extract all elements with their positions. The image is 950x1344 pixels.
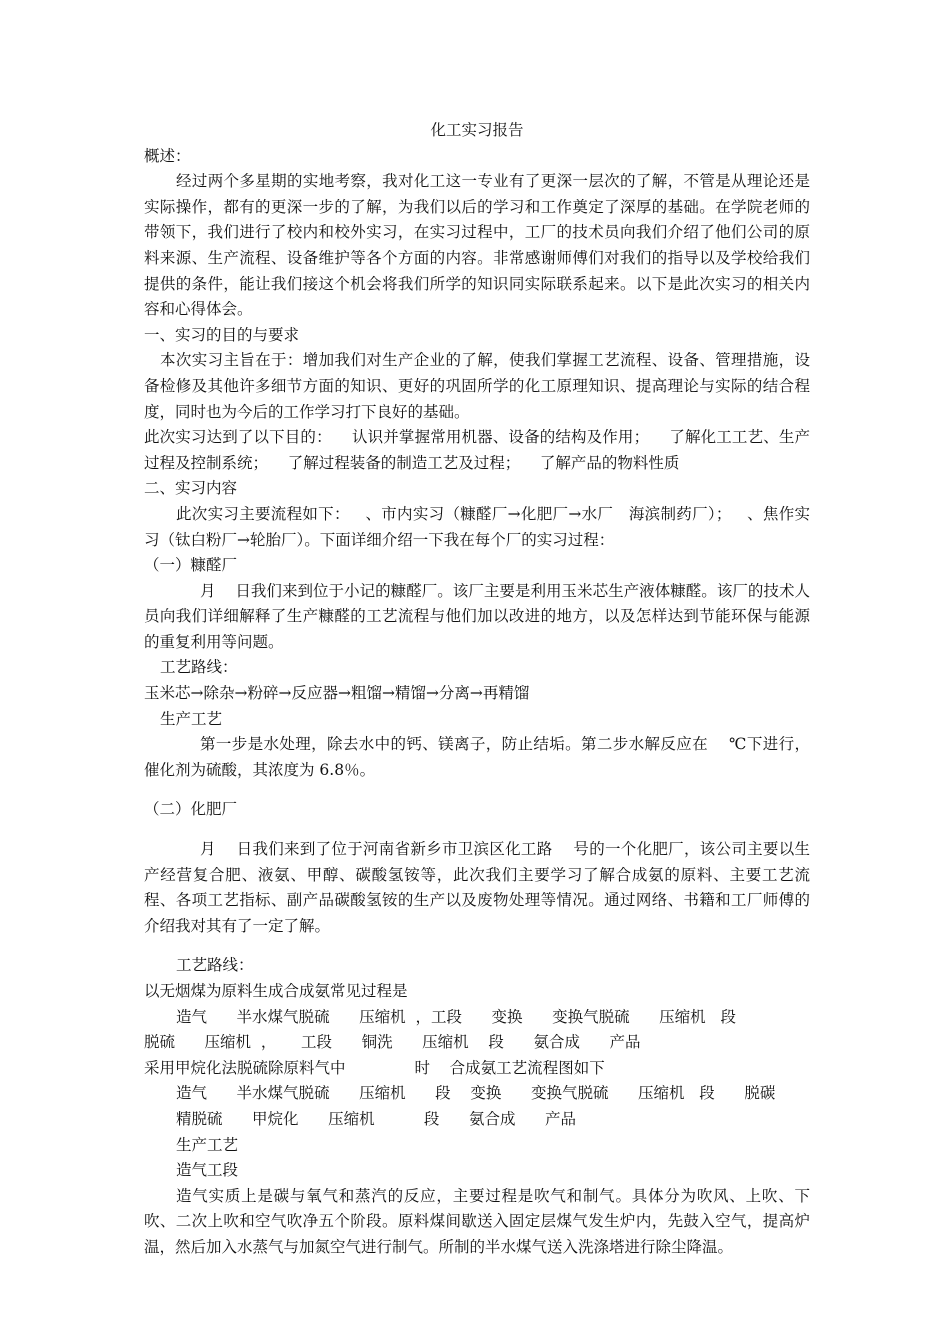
factory-2-route-2a: 造气 半水煤气脱硫 压缩机 段 变换 变换气脱硫 压缩机 段 脱碳 (176, 1084, 776, 1103)
factory-2-process-label: 生产工艺 (176, 1135, 239, 1154)
document-title: 化工实习报告 (430, 121, 524, 139)
factory-1-process-label: 生产工艺 (160, 709, 223, 728)
factory-1-process-paragraph: 第一步是水处理，除去水中的钙、镁离子，防止结垢。第二步水解反应在 ℃下进行，催化剂为硫酸，其浓度为 6.8％。 (144, 735, 810, 779)
section-2-paragraph: 此次实习主要流程如下： 、市内实习（糠醛厂→化肥厂→水厂 海滨制药厂）； 、焦作实习（钛白粉厂→轮胎厂）。下面详细介绍一下我在每个厂的实习过程： (144, 504, 810, 549)
section-1-paragraph: 本次实习主旨在于：增加我们对生产企业的了解，使我们掌握工艺流程、设备、管理措施，设备检修及其他许多细节方面的知识、更好的巩固所学的化工原理知识、提高理论与实际的结合程度，同时也为今后的工作学习打下良好的基础。 (144, 351, 810, 421)
factory-1-route-label: 工艺路线： (160, 658, 238, 677)
overview-label: 概述： (144, 146, 191, 165)
factory-2-paragraph: 月 日我们来到了位于河南省新乡市卫滨区化工路 号的一个化肥厂，该公司主要以生产经营复合肥、液氨、甲醇、碳酸氢铵等，此次我们主要学习了解合成氨的原料、主要工艺流程、各项工艺指标、副产品碳酸氢铵的生产以及废物处理等情况。通过网络、书籍和工厂师傅的介绍我对其有了一定了解。 (144, 840, 810, 935)
factory-2-route-2-intro: 采用甲烷化法脱硫除原料气中 时 合成氨工艺流程图如下 (144, 1058, 605, 1077)
spacer (144, 823, 810, 837)
factory-2-gas-label: 造气工段 (176, 1161, 239, 1180)
spacer (144, 939, 810, 953)
section-1-goals: 此次实习达到了以下目的： 认识并掌握常用机器、设备的结构及作用； 了解化工工艺、生产过程及控制系统； 了解过程装备的制造工艺及过程； 了解产品的物料性质 (144, 428, 810, 472)
factory-1-heading: （一）糠醛厂 (144, 556, 238, 575)
section-2-heading: 二、实习内容 (144, 479, 238, 498)
factory-2-heading: （二）化肥厂 (144, 800, 238, 819)
spacer (144, 783, 810, 797)
factory-2-gas-paragraph: 造气实质上是碳与氧气和蒸汽的反应，主要过程是吹气和制气。具体分为吹风、上吹、下吹、二次上吹和空气吹净五个阶段。原料煤间歇送入固定层煤气发生炉内，先鼓入空气，提高炉温，然后加入水蒸气与加氮空气进行制气。所制的半水煤气送入洗涤塔进行除尘降温。 (144, 1186, 810, 1256)
factory-1-paragraph: 月 日我们来到位于小记的糠醛厂。该厂主要是利用玉米芯生产液体糠醛。该厂的技术人员向我们详细解释了生产糠醛的工艺流程与他们加以改进的地方，以及怎样达到节能环保与能源的重复利用等问题。 (144, 581, 810, 651)
factory-2-route-1a: 造气 半水煤气脱硫 压缩机 ，工段 变换 变换气脱硫 压缩机 段 (176, 1007, 736, 1026)
factory-2-route-label: 工艺路线： (176, 956, 254, 975)
section-1-heading: 一、实习的目的与要求 (144, 325, 300, 344)
factory-1-route: 玉米芯→除杂→粉碎→反应器→粗馏→精馏→分离→再精馏 (144, 684, 530, 703)
overview-paragraph: 经过两个多星期的实地考察，我对化工这一专业有了更深一层次的了解，不管是从理论还是实际操作，都有的更深一步的了解，为我们以后的学习和工作奠定了深厚的基础。在学院老师的带领下，我们进行了校内和校外实习，在实习过程中，工厂的技术员向我们介绍了他们公司的原料来源、生产流程、设备维护等各个方面的内容。非常感谢师傅们对我们的指导以及学校给我们提供的条件，能让我们接这个机会将我们所学的知识同实际联系起来。以下是此次实习的相关内容和心得体会。 (144, 172, 810, 319)
factory-2-route-2b: 精脱硫 甲烷化 压缩机 段 氨合成 产品 (176, 1109, 577, 1128)
factory-2-route-intro: 以无烟煤为原料生成合成氨常见过程是 (144, 982, 408, 1000)
factory-2-route-1b: 脱硫 压缩机 ， 工段 铜洗 压缩机 段 氨合成 产品 (144, 1033, 641, 1052)
document-page (144, 118, 810, 1261)
